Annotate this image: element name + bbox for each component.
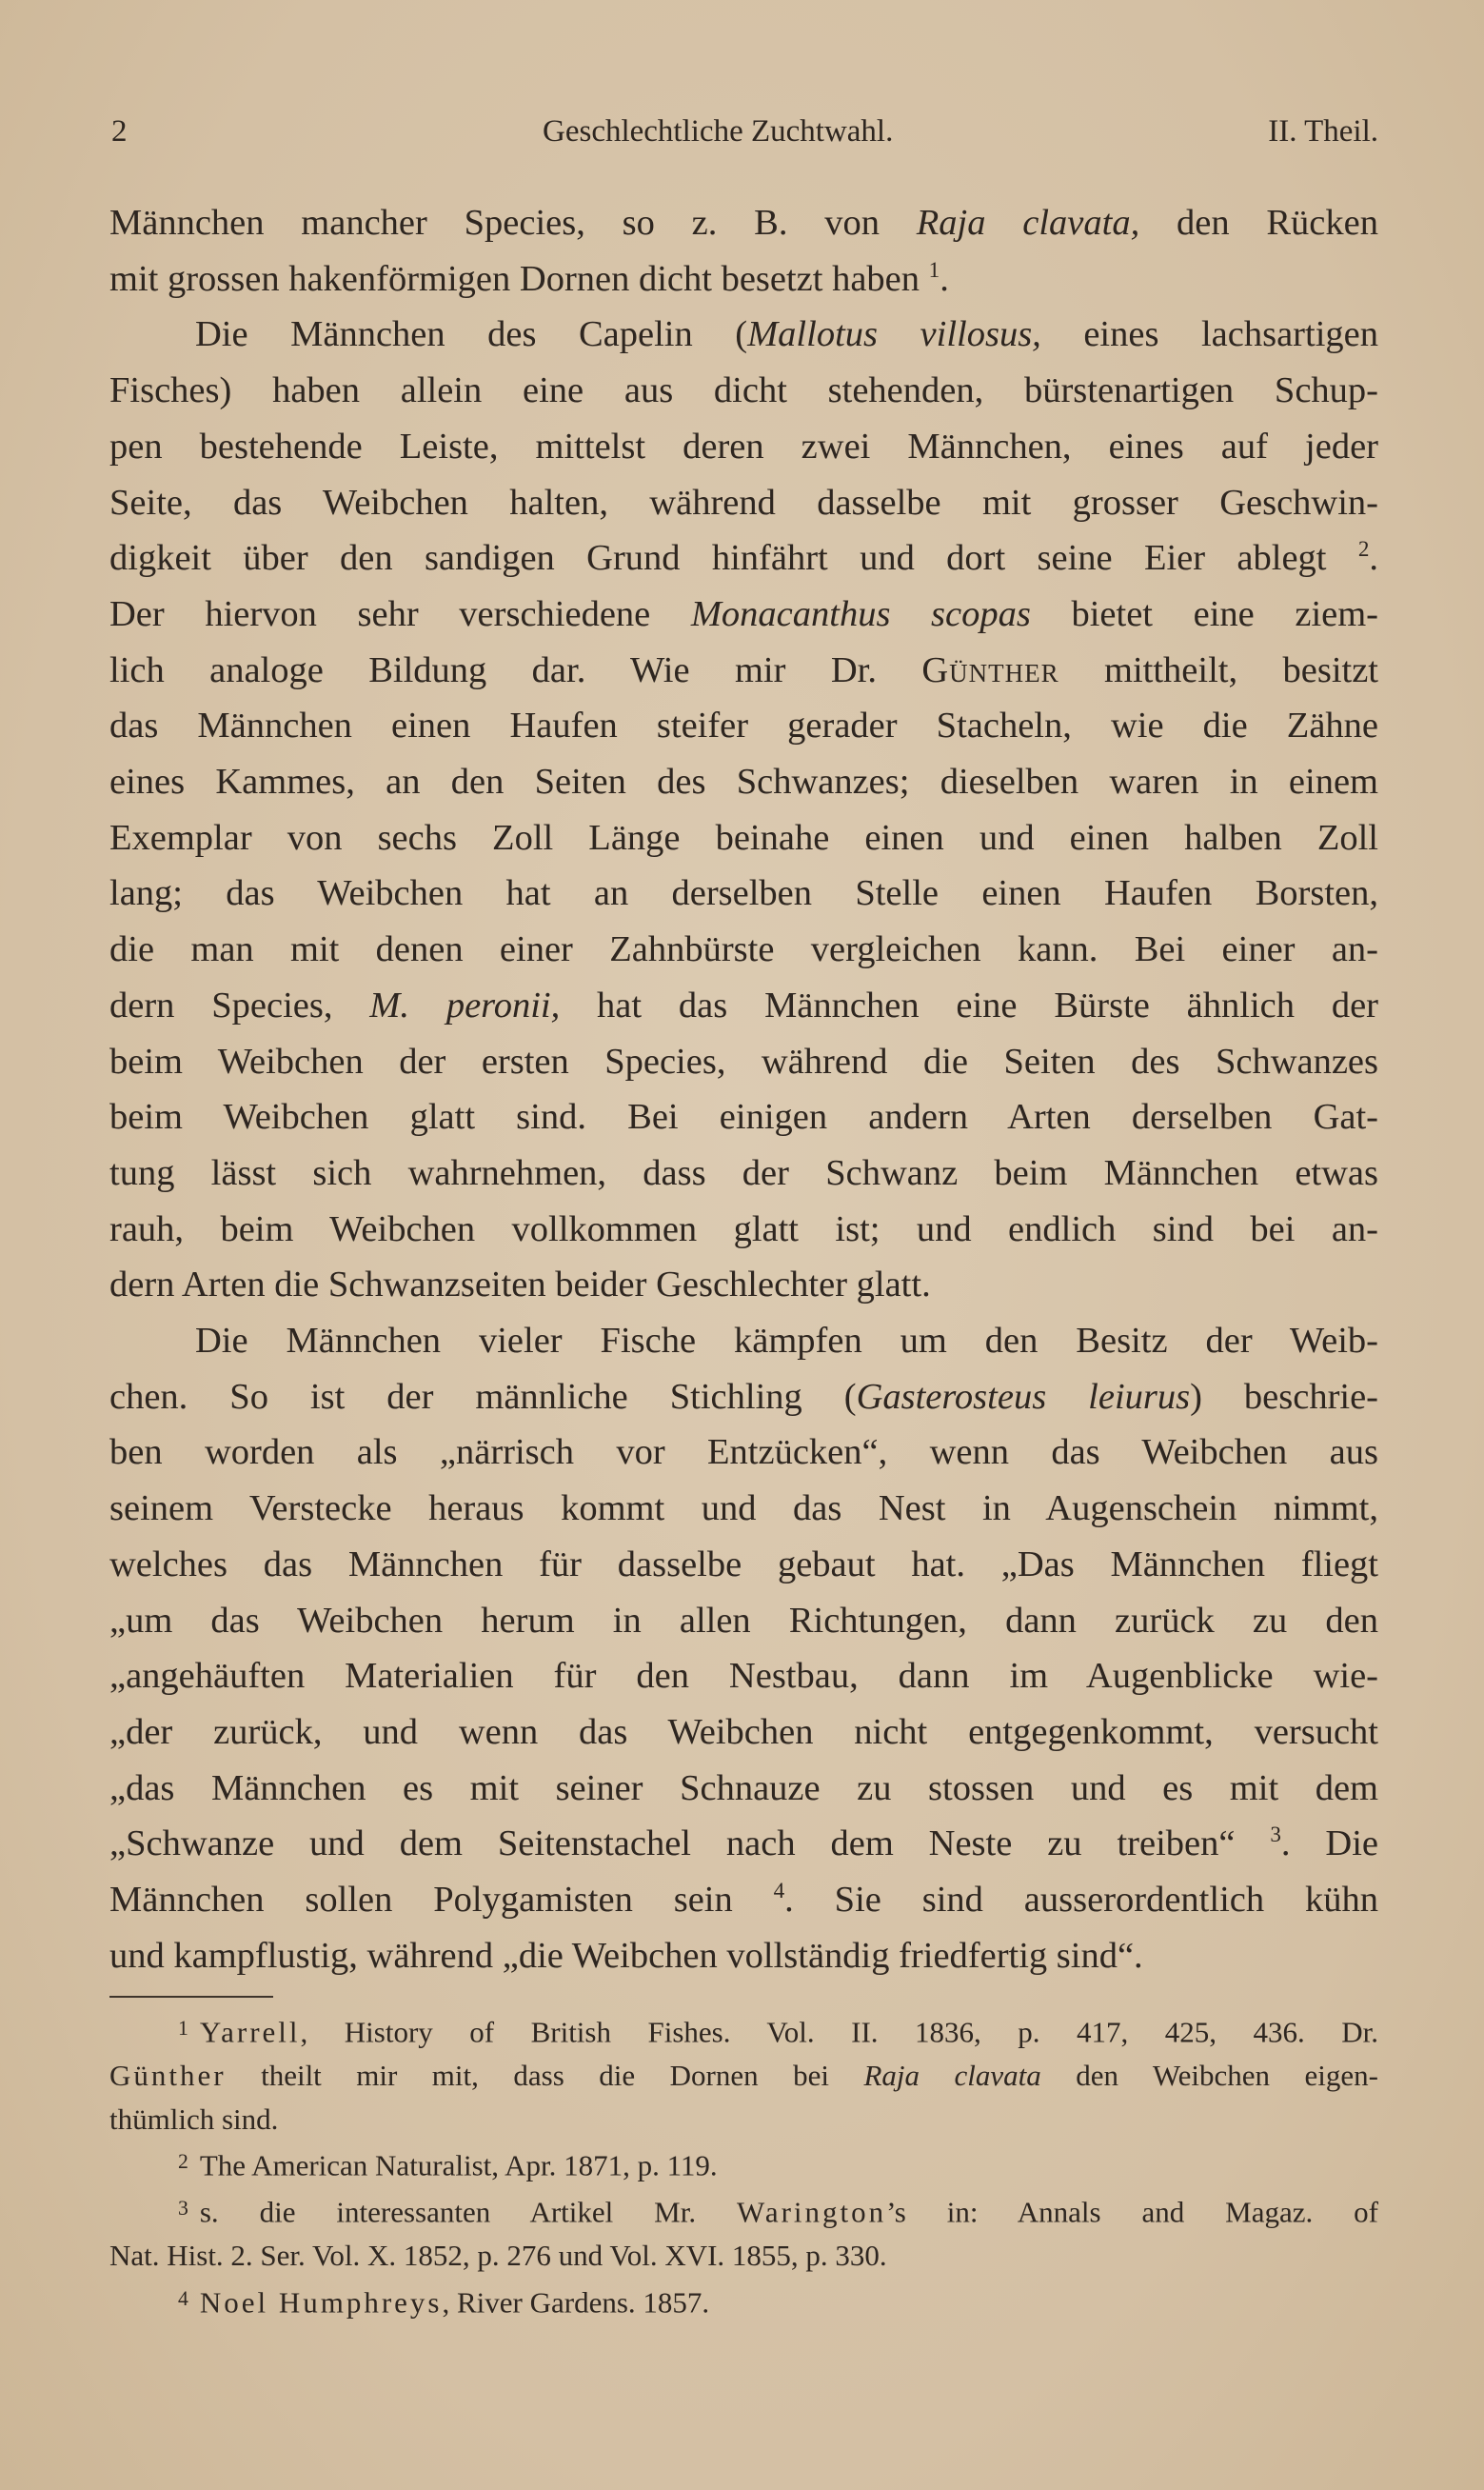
paragraph-3: [109, 1313, 1378, 1983]
main-text: [109, 195, 1378, 1984]
text-line: beim Weibchen glatt sind. Bei einigen andern Arten derselben Gat-: [109, 1097, 1378, 1138]
author-name: Noel Humphreys: [199, 2285, 443, 2320]
text-line: [109, 195, 1378, 251]
footnote-ref: 4: [773, 1878, 785, 1903]
text-span: , History of British Fishes. Vol. II. 1836, p. 417, 425, 436. Dr.: [300, 2015, 1378, 2049]
text-span: .: [940, 258, 949, 299]
text-span: s. die interessanten Artikel Mr.: [199, 2195, 738, 2229]
text-line: [109, 1816, 1378, 1872]
running-title: Geschlechtliche Zuchtwahl.: [543, 114, 894, 149]
author-name: Günther: [921, 649, 1059, 690]
footnote-number: 3: [178, 2197, 188, 2221]
text-line: tung lässt sich wahrnehmen, dass der Schwanz beim Männchen etwas: [109, 1152, 1378, 1193]
text-line: [109, 530, 1378, 587]
footnote-divider: [109, 1996, 273, 1998]
text-line: [109, 251, 1378, 308]
text-line: dern Arten die Schwanzseiten beider Geschlechter glatt.: [109, 1265, 931, 1305]
text-line: rauh, beim Weibchen vollkommen glatt ist; und endlich sind bei an-: [109, 1208, 1378, 1249]
footnote-4: [109, 2278, 1378, 2324]
footnote-line: [109, 2141, 1378, 2187]
footnote-ref: 3: [1270, 1822, 1281, 1847]
text-line: eines Kammes, an den Seiten des Schwanzes; dieselben waren in einem: [109, 762, 1378, 803]
text-line: Seite, das Weibchen halten, während dasselbe mit grosser Geschwin-: [109, 482, 1378, 523]
footnote-2: [109, 2141, 1378, 2187]
text-span: mittheilt, besitzt: [1059, 649, 1378, 690]
text-line: [109, 307, 1378, 363]
footnote-number: 4: [178, 2286, 188, 2310]
text-span: Die Männchen des Capelin (: [195, 314, 748, 355]
text-line: und kampflustig, während „die Weibchen vollständig friedfertig sind“.: [109, 1935, 1143, 1976]
text-line: [109, 1872, 1378, 1928]
text-span: digkeit über den sandigen Grund hinfährt und dort seine Eier ablegt: [109, 538, 1358, 579]
text-line: das Männchen einen Haufen steifer gerader Stacheln, wie die Zähne: [109, 706, 1378, 747]
text-line: ben worden als „närrisch vor Entzücken“, wenn das Weibchen aus: [109, 1432, 1378, 1473]
text-line: beim Weibchen der ersten Species, während die Seiten des Schwanzes: [109, 1041, 1378, 1082]
text-span: The American Naturalist, Apr. 1871, p. 119.: [199, 2148, 718, 2182]
text-line: Exemplar von sechs Zoll Länge beinahe einen und einen halben Zoll: [109, 817, 1378, 858]
text-span: , River Gardens. 1857.: [442, 2285, 710, 2320]
text-line: welches das Männchen für dasselbe gebaut hat. „Das Männchen fliegt: [109, 1544, 1378, 1584]
text-span: . Die: [1280, 1823, 1378, 1864]
species-name: Gasterosteus leiurus: [856, 1376, 1191, 1417]
text-line: Fisches) haben allein eine aus dicht stehenden, bürstenartigen Schup-: [109, 370, 1378, 411]
species-name: M. peronii,: [369, 985, 561, 1026]
species-name: Mallotus villosus,: [747, 314, 1041, 355]
text-span: Der hiervon sehr verschiedene: [109, 593, 691, 634]
text-line: seinem Verstecke heraus kommt und das Nest in Augenschein nimmt,: [109, 1488, 1378, 1529]
species-name: Monacanthus scopas: [690, 593, 1031, 634]
footnote-line: [109, 2007, 1378, 2054]
text-span: . Sie sind ausserordentlich kühn: [784, 1880, 1378, 1921]
text-span: dern Species,: [109, 985, 370, 1026]
text-span: „Schwanze und dem Seitenstachel nach dem Neste zu treiben“: [109, 1823, 1271, 1864]
text-line: [109, 1369, 1378, 1425]
paragraph-2: [109, 307, 1378, 1313]
text-line: lang; das Weibchen hat an derselben Stelle einen Haufen Borsten,: [109, 873, 1378, 914]
paragraph-1: [109, 195, 1378, 307]
text-span: ’s in: Annals and Magaz. of: [886, 2195, 1378, 2229]
text-span: Männchen mancher Species, so z. B. von: [109, 203, 917, 243]
species-name: Raja clavata,: [916, 203, 1140, 243]
author-name: Yarrell: [199, 2015, 301, 2049]
footnote-3: [109, 2187, 1378, 2278]
text-span: hat das Männchen eine Bürste ähnlich der: [560, 985, 1378, 1026]
footnote-line: [109, 2278, 1378, 2324]
text-line: [109, 587, 1378, 643]
text-line: „das Männchen es mit seiner Schnauze zu stossen und es mit dem: [109, 1767, 1378, 1808]
text-span: theilt mir mit, dass die Dornen bei: [226, 2059, 864, 2093]
text-span: den Weibchen eigen-: [1040, 2059, 1378, 2093]
text-span: chen. So ist der männliche Stichling (: [109, 1376, 857, 1417]
text-line: „angehäuften Materialien für den Nestbau, dann im Augenblicke wie-: [109, 1656, 1378, 1697]
text-span: den Rücken: [1139, 203, 1378, 243]
text-span: Männchen sollen Polygamisten sein: [109, 1880, 774, 1921]
text-span: lich analoge Bildung dar. Wie mir Dr.: [109, 649, 922, 690]
footnotes: [109, 2007, 1378, 2324]
text-line: Die Männchen vieler Fische kämpfen um den Besitz der Weib-: [195, 1321, 1378, 1362]
footnote-line: Nat. Hist. 2. Ser. Vol. X. 1852, p. 276 und Vol. XVI. 1855, p. 330.: [109, 2239, 887, 2273]
text-span: bietet eine ziem-: [1030, 593, 1378, 634]
text-line: [109, 978, 1378, 1034]
footnote-line: thümlich sind.: [109, 2102, 279, 2136]
author-name: Warington: [737, 2195, 887, 2229]
footnote-line: [109, 2054, 1378, 2098]
footnote-ref: 2: [1357, 536, 1370, 562]
text-line: „der zurück, und wenn das Weibchen nicht entgegenkommt, versucht: [109, 1711, 1378, 1752]
author-name: Günther: [109, 2059, 227, 2093]
footnote-line: [109, 2187, 1378, 2234]
text-span: mit grossen hakenförmigen Dornen dicht besetzt haben: [109, 258, 929, 299]
footnote-number: 1: [178, 2017, 188, 2040]
footnote-number: 2: [178, 2150, 188, 2174]
text-line: pen bestehende Leiste, mittelst deren zwei Männchen, eines auf jeder: [109, 426, 1378, 467]
text-line: „um das Weibchen herum in allen Richtungen, dann zurück zu den: [109, 1600, 1378, 1641]
text-line: die man mit denen einer Zahnbürste vergleichen kann. Bei einer an-: [109, 929, 1378, 970]
text-span: .: [1369, 538, 1378, 579]
footnote-ref: 1: [928, 256, 940, 282]
species-name: Raja clavata: [863, 2059, 1041, 2093]
text-span: eines lachsartigen: [1040, 314, 1378, 355]
part-label: II. Theil.: [1268, 114, 1378, 149]
footnote-1: [109, 2007, 1378, 2141]
text-line: [109, 643, 1378, 699]
page-number: 2: [111, 114, 128, 149]
running-header: [109, 114, 1378, 158]
text-span: ) beschrie-: [1190, 1376, 1378, 1417]
